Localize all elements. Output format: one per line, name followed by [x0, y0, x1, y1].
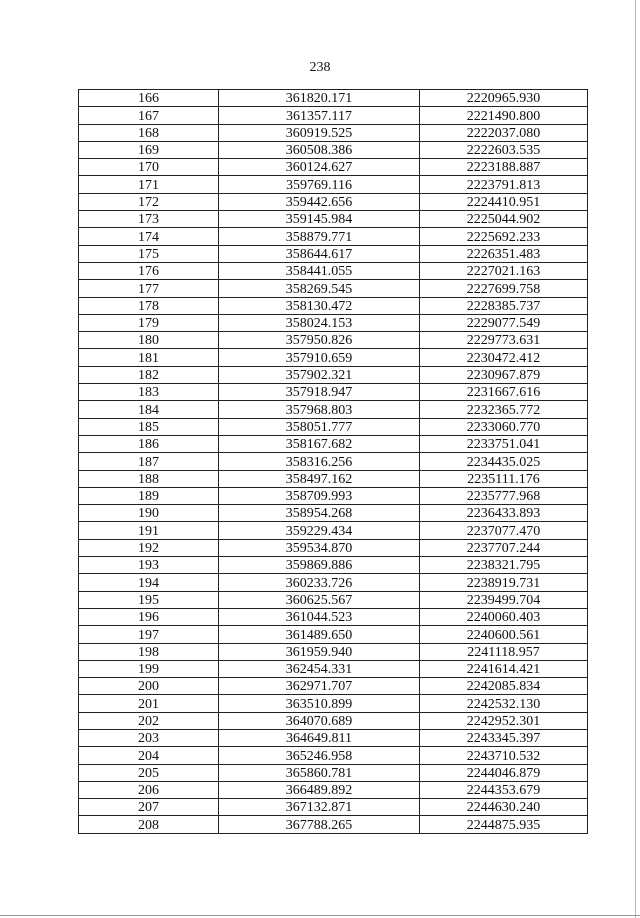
point-number-cell: 192 — [79, 539, 219, 556]
x-coordinate-cell: 362454.331 — [219, 660, 420, 677]
point-number-cell: 204 — [79, 747, 219, 764]
point-number-cell: 169 — [79, 141, 219, 158]
table-row — [79, 262, 588, 279]
x-coordinate-cell: 364070.689 — [219, 712, 420, 729]
table-row — [79, 816, 588, 833]
x-coordinate-cell: 362971.707 — [219, 678, 420, 695]
x-coordinate-cell: 366489.892 — [219, 781, 420, 798]
x-coordinate-cell: 359442.656 — [219, 193, 420, 210]
x-coordinate-cell: 358269.545 — [219, 280, 420, 297]
x-coordinate-cell: 358497.162 — [219, 470, 420, 487]
y-coordinate-cell: 2229077.549 — [420, 314, 588, 331]
point-number-cell: 202 — [79, 712, 219, 729]
coordinate-table — [78, 89, 588, 834]
x-coordinate-cell: 358316.256 — [219, 453, 420, 470]
point-number-cell: 186 — [79, 435, 219, 452]
point-number-cell: 190 — [79, 505, 219, 522]
y-coordinate-cell: 2225692.233 — [420, 228, 588, 245]
point-number-cell: 201 — [79, 695, 219, 712]
x-coordinate-cell: 361820.171 — [219, 90, 420, 107]
point-number-cell: 179 — [79, 314, 219, 331]
table-row — [79, 124, 588, 141]
x-coordinate-cell: 358644.617 — [219, 245, 420, 262]
y-coordinate-cell: 2241118.957 — [420, 643, 588, 660]
x-coordinate-cell: 361044.523 — [219, 608, 420, 625]
x-coordinate-cell: 359534.870 — [219, 539, 420, 556]
y-coordinate-cell: 2240060.403 — [420, 608, 588, 625]
table-row — [79, 626, 588, 643]
y-coordinate-cell: 2239499.704 — [420, 591, 588, 608]
y-coordinate-cell: 2244875.935 — [420, 816, 588, 833]
y-coordinate-cell: 2225044.902 — [420, 211, 588, 228]
y-coordinate-cell: 2230967.879 — [420, 366, 588, 383]
x-coordinate-cell: 367132.871 — [219, 799, 420, 816]
x-coordinate-cell: 357950.826 — [219, 332, 420, 349]
x-coordinate-cell: 359145.984 — [219, 211, 420, 228]
x-coordinate-cell: 359769.116 — [219, 176, 420, 193]
y-coordinate-cell: 2221490.800 — [420, 107, 588, 124]
y-coordinate-cell: 2233060.770 — [420, 418, 588, 435]
y-coordinate-cell: 2237077.470 — [420, 522, 588, 539]
x-coordinate-cell: 357918.947 — [219, 384, 420, 401]
table-row — [79, 660, 588, 677]
point-number-cell: 208 — [79, 816, 219, 833]
y-coordinate-cell: 2231667.616 — [420, 384, 588, 401]
table-row — [79, 193, 588, 210]
point-number-cell: 177 — [79, 280, 219, 297]
x-coordinate-cell: 360919.525 — [219, 124, 420, 141]
y-coordinate-cell: 2238919.731 — [420, 574, 588, 591]
y-coordinate-cell: 2227699.758 — [420, 280, 588, 297]
table-row — [79, 574, 588, 591]
y-coordinate-cell: 2226351.483 — [420, 245, 588, 262]
x-coordinate-cell: 358954.268 — [219, 505, 420, 522]
table-row — [79, 349, 588, 366]
point-number-cell: 171 — [79, 176, 219, 193]
table-row — [79, 228, 588, 245]
point-number-cell: 187 — [79, 453, 219, 470]
y-coordinate-cell: 2244353.679 — [420, 781, 588, 798]
table-row — [79, 678, 588, 695]
y-coordinate-cell: 2220965.930 — [420, 90, 588, 107]
x-coordinate-cell: 357910.659 — [219, 349, 420, 366]
point-number-cell: 191 — [79, 522, 219, 539]
x-coordinate-cell: 363510.899 — [219, 695, 420, 712]
scan-edge-right — [635, 0, 636, 918]
point-number-cell: 194 — [79, 574, 219, 591]
point-number-cell: 199 — [79, 660, 219, 677]
table-row — [79, 332, 588, 349]
table-row — [79, 314, 588, 331]
x-coordinate-cell: 358130.472 — [219, 297, 420, 314]
x-coordinate-cell: 358167.682 — [219, 435, 420, 452]
x-coordinate-cell: 364649.811 — [219, 729, 420, 746]
table-row — [79, 366, 588, 383]
x-coordinate-cell: 357968.803 — [219, 401, 420, 418]
table-row — [79, 280, 588, 297]
point-number-cell: 181 — [79, 349, 219, 366]
y-coordinate-cell: 2235111.176 — [420, 470, 588, 487]
table-row — [79, 453, 588, 470]
point-number-cell: 178 — [79, 297, 219, 314]
y-coordinate-cell: 2228385.737 — [420, 297, 588, 314]
y-coordinate-cell: 2241614.421 — [420, 660, 588, 677]
table-row — [79, 522, 588, 539]
x-coordinate-cell: 365860.781 — [219, 764, 420, 781]
y-coordinate-cell: 2240600.561 — [420, 626, 588, 643]
table-row — [79, 245, 588, 262]
point-number-cell: 195 — [79, 591, 219, 608]
table-row — [79, 781, 588, 798]
table-row — [79, 591, 588, 608]
y-coordinate-cell: 2236433.893 — [420, 505, 588, 522]
point-number-cell: 182 — [79, 366, 219, 383]
point-number-cell: 183 — [79, 384, 219, 401]
table-row — [79, 695, 588, 712]
x-coordinate-cell: 365246.958 — [219, 747, 420, 764]
point-number-cell: 196 — [79, 608, 219, 625]
table-row — [79, 747, 588, 764]
table-row — [79, 90, 588, 107]
table-row — [79, 608, 588, 625]
point-number-cell: 185 — [79, 418, 219, 435]
y-coordinate-cell: 2222037.080 — [420, 124, 588, 141]
table-row — [79, 107, 588, 124]
point-number-cell: 180 — [79, 332, 219, 349]
point-number-cell: 173 — [79, 211, 219, 228]
x-coordinate-cell: 360233.726 — [219, 574, 420, 591]
y-coordinate-cell: 2222603.535 — [420, 141, 588, 158]
point-number-cell: 166 — [79, 90, 219, 107]
point-number-cell: 198 — [79, 643, 219, 660]
y-coordinate-cell: 2244046.879 — [420, 764, 588, 781]
point-number-cell: 203 — [79, 729, 219, 746]
x-coordinate-cell: 367788.265 — [219, 816, 420, 833]
table-row — [79, 401, 588, 418]
x-coordinate-cell: 358709.993 — [219, 487, 420, 504]
table-row — [79, 799, 588, 816]
point-number-cell: 174 — [79, 228, 219, 245]
x-coordinate-cell: 360508.386 — [219, 141, 420, 158]
y-coordinate-cell: 2242532.130 — [420, 695, 588, 712]
y-coordinate-cell: 2230472.412 — [420, 349, 588, 366]
x-coordinate-cell: 361357.117 — [219, 107, 420, 124]
point-number-cell: 205 — [79, 764, 219, 781]
x-coordinate-cell: 361489.650 — [219, 626, 420, 643]
point-number-cell: 189 — [79, 487, 219, 504]
table-row — [79, 159, 588, 176]
y-coordinate-cell: 2235777.968 — [420, 487, 588, 504]
y-coordinate-cell: 2238321.795 — [420, 557, 588, 574]
point-number-cell: 193 — [79, 557, 219, 574]
y-coordinate-cell: 2224410.951 — [420, 193, 588, 210]
x-coordinate-cell: 359869.886 — [219, 557, 420, 574]
y-coordinate-cell: 2232365.772 — [420, 401, 588, 418]
y-coordinate-cell: 2234435.025 — [420, 453, 588, 470]
x-coordinate-cell: 358441.055 — [219, 262, 420, 279]
table-row — [79, 487, 588, 504]
y-coordinate-cell: 2237707.244 — [420, 539, 588, 556]
table-row — [79, 211, 588, 228]
x-coordinate-cell: 360625.567 — [219, 591, 420, 608]
y-coordinate-cell: 2243345.397 — [420, 729, 588, 746]
y-coordinate-cell: 2223791.813 — [420, 176, 588, 193]
point-number-cell: 197 — [79, 626, 219, 643]
point-number-cell: 172 — [79, 193, 219, 210]
y-coordinate-cell: 2229773.631 — [420, 332, 588, 349]
x-coordinate-cell: 360124.627 — [219, 159, 420, 176]
y-coordinate-cell: 2242085.834 — [420, 678, 588, 695]
point-number-cell: 175 — [79, 245, 219, 262]
point-number-cell: 176 — [79, 262, 219, 279]
x-coordinate-cell: 358051.777 — [219, 418, 420, 435]
y-coordinate-cell: 2242952.301 — [420, 712, 588, 729]
coordinate-table-body — [79, 90, 588, 834]
table-row — [79, 643, 588, 660]
table-row — [79, 712, 588, 729]
point-number-cell: 207 — [79, 799, 219, 816]
point-number-cell: 206 — [79, 781, 219, 798]
point-number-cell: 170 — [79, 159, 219, 176]
point-number-cell: 188 — [79, 470, 219, 487]
scan-edge-bottom — [0, 915, 640, 916]
y-coordinate-cell: 2227021.163 — [420, 262, 588, 279]
y-coordinate-cell: 2244630.240 — [420, 799, 588, 816]
table-row — [79, 470, 588, 487]
point-number-cell: 167 — [79, 107, 219, 124]
point-number-cell: 200 — [79, 678, 219, 695]
table-row — [79, 764, 588, 781]
table-row — [79, 505, 588, 522]
table-row — [79, 435, 588, 452]
table-row — [79, 557, 588, 574]
point-number-cell: 168 — [79, 124, 219, 141]
table-row — [79, 141, 588, 158]
x-coordinate-cell: 357902.321 — [219, 366, 420, 383]
table-row — [79, 297, 588, 314]
y-coordinate-cell: 2233751.041 — [420, 435, 588, 452]
y-coordinate-cell: 2243710.532 — [420, 747, 588, 764]
table-row — [79, 539, 588, 556]
y-coordinate-cell: 2223188.887 — [420, 159, 588, 176]
table-row — [79, 384, 588, 401]
table-row — [79, 729, 588, 746]
table-row — [79, 176, 588, 193]
x-coordinate-cell: 358024.153 — [219, 314, 420, 331]
page-number: 238 — [309, 60, 331, 75]
table-row — [79, 418, 588, 435]
x-coordinate-cell: 358879.771 — [219, 228, 420, 245]
x-coordinate-cell: 361959.940 — [219, 643, 420, 660]
point-number-cell: 184 — [79, 401, 219, 418]
x-coordinate-cell: 359229.434 — [219, 522, 420, 539]
